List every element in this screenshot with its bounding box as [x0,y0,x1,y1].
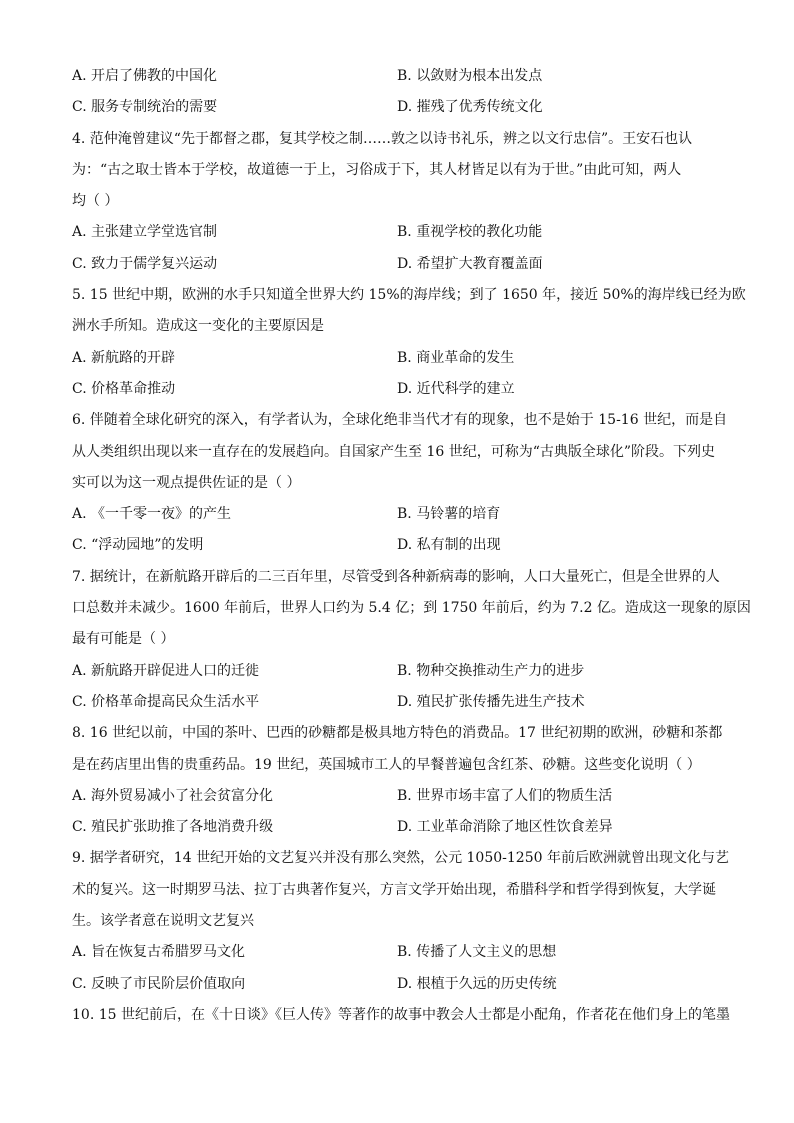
q8-option-a[interactable]: A. 海外贸易减小了社会贫富分化 [72,787,274,804]
q6-stem-line: 从人类组织出现以来一直存在的发展趋向。自国家产生至 16 世纪，可称为“古典版全球化”阶段。下列史 [72,443,716,460]
q8-option-c[interactable]: C. 殖民扩张助推了各地消费升级 [72,819,274,836]
q6-options-row1 [72,502,724,533]
q5-stem-line: 5. 15 世纪中期，欧洲的水手只知道全世界大约 15%的海岸线；到了 1650 年，接近 50%的海岸线已经为欧 [72,287,746,304]
q6-option-b[interactable]: B. 马铃薯的培育 [397,506,501,523]
q4-option-a[interactable]: A. 主张建立学堂选官制 [72,224,218,241]
q6-option-c[interactable]: C. “浮动园地”的发明 [72,537,204,554]
q8-option-d[interactable]: D. 工业革命消除了地区性饮食差异 [397,819,613,836]
q10-stem-line: 10. 15 世纪前后，在《十日谈》《巨人传》等著作的故事中教会人士都是小配角，作者花在他们身上的笔墨 [72,1006,730,1023]
q6-option-a[interactable]: A. 《一千零一夜》的产生 [72,506,232,523]
q4-stem-line: 均（ ） [72,193,119,210]
q5-option-b[interactable]: B. 商业革命的发生 [397,349,515,366]
q7-option-a[interactable]: A. 新航路开辟促进人口的迁徙 [72,662,260,679]
q6-options-row2 [72,533,724,564]
q3-option-a[interactable]: A. 开启了佛教的中国化 [72,68,218,84]
q9-option-d[interactable]: D. 根植于久远的历史传统 [397,975,557,992]
q7-option-b[interactable]: B. 物种交换推动生产力的进步 [397,662,585,679]
q4-option-c[interactable]: C. 致力于儒学复兴运动 [72,255,218,272]
exam-page [72,64,751,1034]
q7-option-d[interactable]: D. 殖民扩张传播先进生产技术 [397,693,585,710]
q3-option-c[interactable]: C. 服务专制统治的需要 [72,99,218,116]
q9-option-a[interactable]: A. 旨在恢复古希腊罗马文化 [72,944,246,961]
q7-stem-line: 口总数并未减少。1600 年前后，世界人口约为 5.4 亿；到 1750 年前后，约为 7.2 亿。造成这一现象的原因 [72,600,751,617]
q7-options-row1 [72,659,724,690]
q4-options-row2 [72,252,724,283]
q3-options-row1 [72,64,724,95]
q3-options-row2 [72,95,724,126]
q9-option-b[interactable]: B. 传播了人文主义的思想 [397,944,557,961]
q9-stem-line: 生。该学者意在说明文艺复兴 [72,913,254,930]
q7-stem-line: 7. 据统计，在新航路开辟后的二三百年里，尽管受到各种新病毒的影响，人口大量死亡，但是全世界的人 [72,568,720,585]
q4-option-b[interactable]: B. 重视学校的教化功能 [397,224,543,241]
q4-stem-line: 4. 范仲淹曾建议“先于都督之郡，复其学校之制……敦之以诗书礼乐，辨之以文行忠信”。王安石也认 [72,130,693,147]
q4-stem-line: 为：“古之取士皆本于学校，故道德一于上，习俗成于下，其人材皆足以有为于世。”由此可知，两人 [72,161,682,178]
q7-option-c[interactable]: C. 价格革命提高民众生活水平 [72,693,260,710]
q8-options-row1 [72,784,724,815]
q8-option-b[interactable]: B. 世界市场丰富了人们的物质生活 [397,787,613,804]
q8-stem-line: 8. 16 世纪以前，中国的茶叶、巴西的砂糖都是极具地方特色的消费品。17 世纪初期的欧洲，砂糖和茶都 [72,725,723,742]
q5-option-d[interactable]: D. 近代科学的建立 [397,380,515,397]
q3-option-b[interactable]: B. 以敛财为根本出发点 [397,68,543,84]
q9-option-c[interactable]: C. 反映了市民阶层价值取向 [72,975,246,992]
q9-options-row1 [72,940,724,971]
q5-option-c[interactable]: C. 价格革命推动 [72,380,176,397]
q5-stem-line: 洲水手所知。造成这一变化的主要原因是 [72,318,324,335]
q6-option-d[interactable]: D. 私有制的出现 [397,537,501,554]
q5-options-row2 [72,377,724,408]
q9-stem-line: 术的复兴。这一时期罗马法、拉丁古典著作复兴，方言文学开始出现，希腊科学和哲学得到恢复，大学诞 [72,881,716,898]
q8-options-row2 [72,815,724,846]
q6-stem-line: 实可以为这一观点提供佐证的是（ ） [72,474,301,491]
q4-option-d[interactable]: D. 希望扩大教育覆盖面 [397,255,543,272]
q8-stem-line: 是在药店里出售的贵重药品。19 世纪，英国城市工人的早餐普遍包含红茶、砂糖。这些变化说明（ ） [72,756,701,773]
q4-options-row1 [72,220,724,251]
q7-stem-line: 最有可能是（ ） [72,631,175,648]
q9-options-row2 [72,972,724,1003]
q5-options-row1 [72,346,724,377]
q9-stem-line: 9. 据学者研究，14 世纪开始的文艺复兴并没有那么突然，公元 1050-1250 年前后欧洲就曾出现文化与艺 [72,850,729,867]
q7-options-row2 [72,690,724,721]
q5-option-a[interactable]: A. 新航路的开辟 [72,349,176,366]
q3-option-d[interactable]: D. 摧残了优秀传统文化 [397,99,543,116]
q6-stem-line: 6. 伴随着全球化研究的深入，有学者认为，全球化绝非当代才有的现象，也不是始于 15-16 世纪，而是自 [72,412,728,429]
